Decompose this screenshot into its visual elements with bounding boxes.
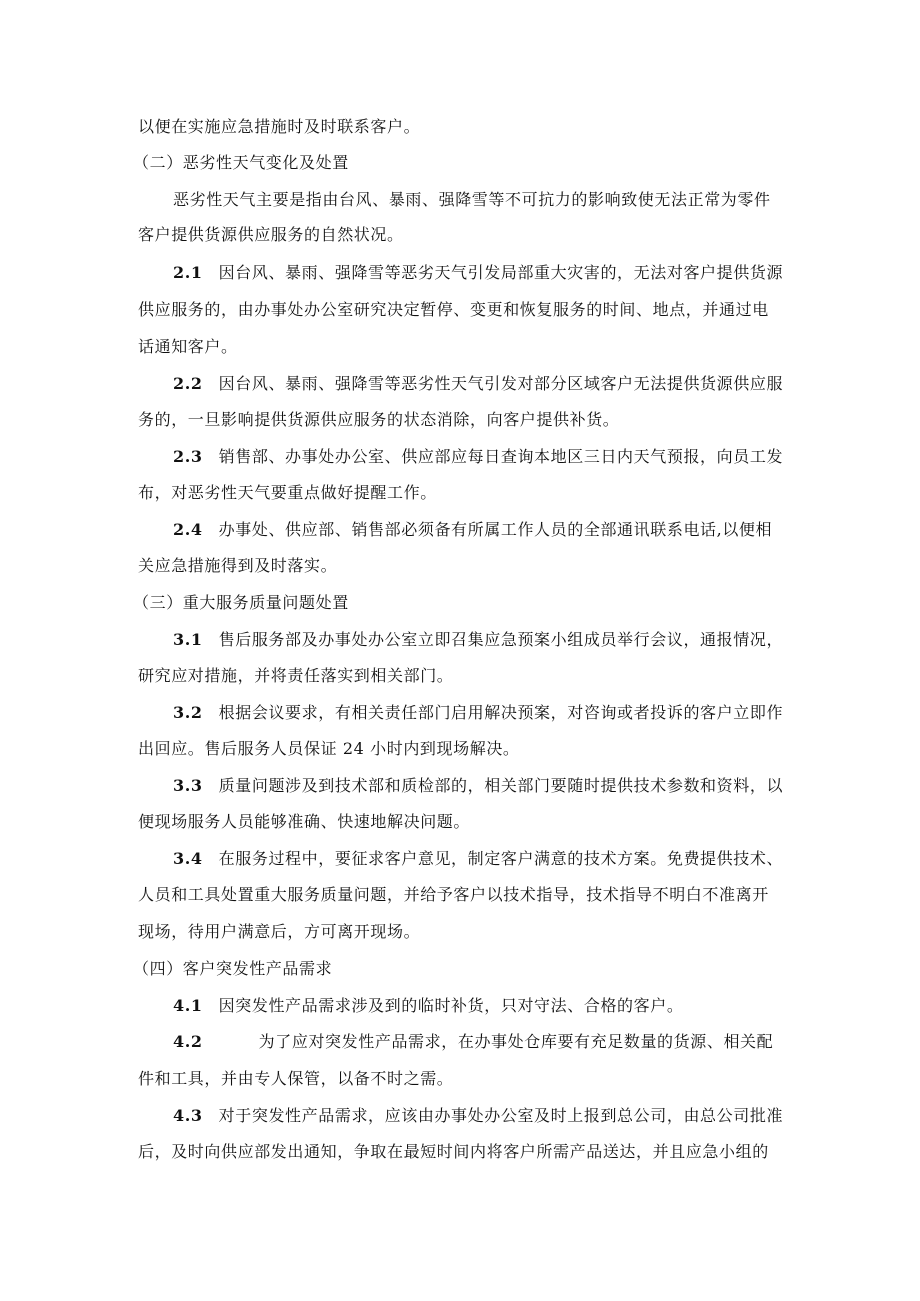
numbered-item-line: 2.2 因台风、暴雨、强降雪等恶劣性天气引发对部分区域客户无法提供货源供应服: [173, 374, 784, 393]
numbered-item-line: 3.3 质量问题涉及到技术部和质检部的，相关部门要随时提供技术参数和资料，以: [173, 776, 784, 795]
text-line: 件和工具，并由专人保管，以备不时之需。: [138, 1069, 454, 1088]
item-number: 2.2: [173, 374, 203, 393]
text-line: 后，及时向供应部发出通知，争取在最短时间内将客户所需产品送达，并且应急小组的: [138, 1142, 769, 1161]
item-number: 2.4: [173, 520, 203, 539]
text-line: 以便在实施应急措施时及时联系客户。: [138, 117, 421, 136]
section-heading: （二）恶劣性天气变化及处置: [133, 153, 349, 172]
item-number: 3.3: [173, 776, 203, 795]
numbered-item-line: 3.4 在服务过程中，要征求客户意见，制定客户满意的技术方案。免费提供技术、: [173, 849, 784, 868]
text-line: 客户提供货源供应服务的自然状况。: [138, 225, 404, 244]
numbered-item-line: 2.1 因台风、暴雨、强降雪等恶劣天气引发局部重大灾害的，无法对客户提供货源: [173, 263, 784, 282]
item-number: 4.3: [173, 1106, 203, 1125]
numbered-item-line: 2.4 办事处、供应部、销售部必须备有所属工作人员的全部通讯联系电话,以便相: [173, 520, 773, 539]
text-line: 供应服务的，由办事处办公室研究决定暂停、变更和恢复服务的时间、地点，并通过电: [138, 300, 769, 319]
numbered-item-line: 4.3 对于突发性产品需求，应该由办事处办公室及时上报到总公司，由总公司批准: [173, 1106, 784, 1125]
text-line: 务的，一旦影响提供货源供应服务的状态消除，向客户提供补货。: [138, 410, 620, 429]
item-number: 2.1: [173, 263, 203, 282]
item-number: 3.4: [173, 849, 203, 868]
item-number: 4.1: [173, 996, 203, 1015]
section-heading: （三）重大服务质量问题处置: [133, 593, 349, 612]
numbered-item-line: 4.2 为了应对突发性产品需求，在办事处仓库要有充足数量的货源、相关配: [173, 1032, 774, 1051]
item-number: 2.3: [173, 447, 203, 466]
item-number: 3.2: [173, 703, 203, 722]
text-line: 关应急措施得到及时落实。: [138, 556, 338, 575]
text-line: 研究应对措施，并将责任落实到相关部门。: [138, 666, 454, 685]
text-line: 便现场服务人员能够准确、快速地解决问题。: [138, 812, 471, 831]
numbered-item-line: 3.1 售后服务部及办事处办公室立即召集应急预案小组成员举行会议，通报情况，: [173, 630, 784, 649]
numbered-item-line: 3.2 根据会议要求，有相关责任部门启用解决预案，对咨询或者投诉的客户立即作: [173, 703, 784, 722]
section-heading: （四）客户突发性产品需求: [133, 959, 333, 978]
item-number: 4.2: [173, 1032, 203, 1051]
numbered-item-line: 2.3 销售部、办事处办公室、供应部应每日查询本地区三日内天气预报，向员工发: [173, 447, 784, 466]
item-number: 3.1: [173, 630, 203, 649]
text-line: 话通知客户。: [138, 337, 238, 356]
numbered-item-line: 4.1 因突发性产品需求涉及到的临时补货，只对守法、合格的客户。: [173, 996, 684, 1015]
text-line: 人员和工具处置重大服务质量问题，并给予客户以技术指导，技术指导不明白不准离开: [138, 885, 769, 904]
text-line: 现场，待用户满意后，方可离开现场。: [138, 922, 421, 941]
text-line: 布，对恶劣性天气要重点做好提醒工作。: [138, 483, 437, 502]
text-line: 出回应。售后服务人员保证 24 小时内到现场解决。: [138, 739, 520, 758]
paragraph-line: 恶劣性天气主要是指由台风、暴雨、强降雪等不可抗力的影响致使无法正常为零件: [173, 190, 771, 209]
